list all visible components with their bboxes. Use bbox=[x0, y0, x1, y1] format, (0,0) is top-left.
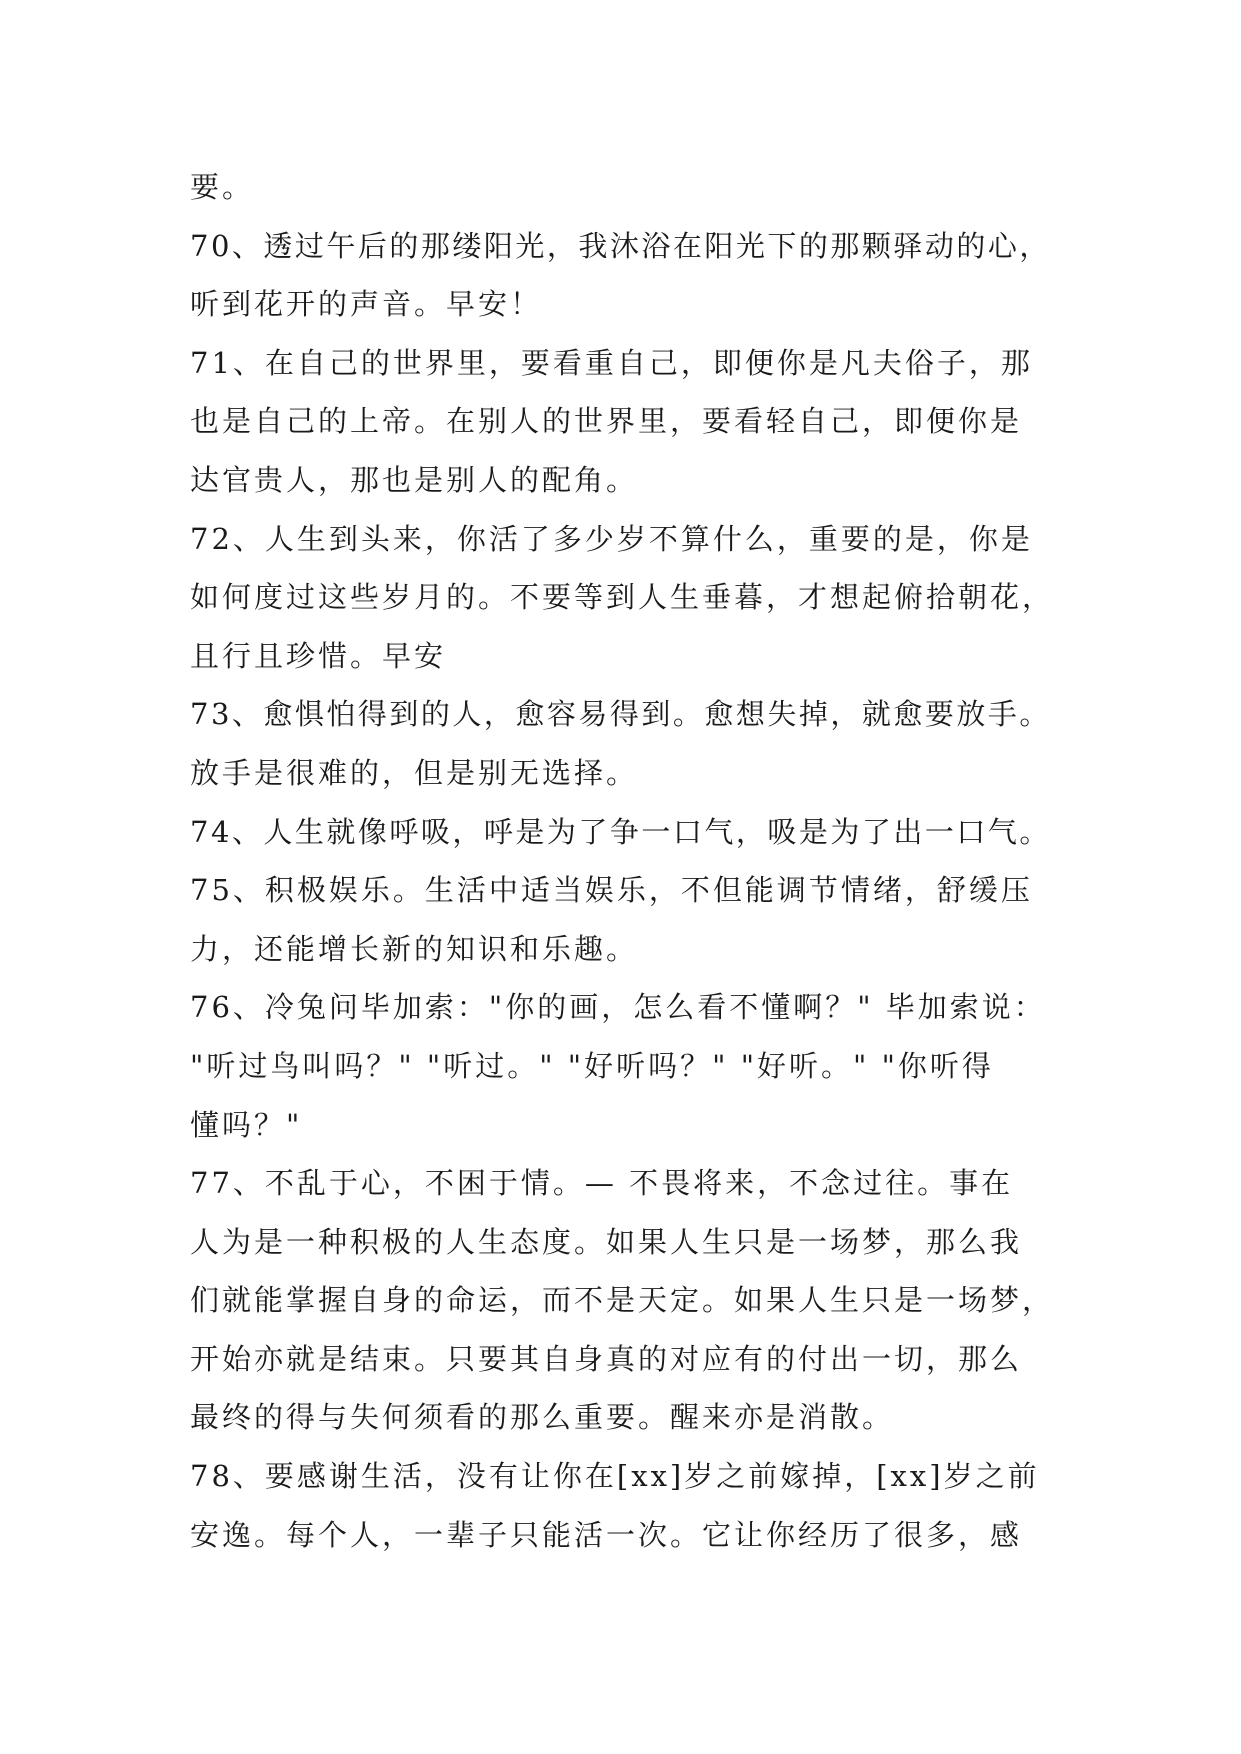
text-line: 们就能掌握自身的命运，而不是天定。如果人生只是一场梦， bbox=[190, 1283, 1055, 1318]
text-line: "听过鸟叫吗？" "听过。" "好听吗？" "好听。" "你听得 bbox=[190, 1048, 994, 1083]
text-line: 安逸。每个人，一辈子只能活一次。它让你经历了很多，感 bbox=[190, 1517, 1023, 1552]
text-line: 也是自己的上帝。在别人的世界里，要看轻自己，即便你是 bbox=[190, 404, 1023, 439]
text-line: 71、在自己的世界里，要看重自己，即便你是凡夫俗子，那 bbox=[190, 345, 1033, 380]
text-line: 76、冷兔问毕加索："你的画，怎么看不懂啊？" 毕加索说： bbox=[190, 990, 1046, 1025]
text-line: 78、要感谢生活，没有让你在[xx]岁之前嫁掉，[xx]岁之前 bbox=[190, 1459, 1040, 1494]
text-line: 最终的得与失何须看的那么重要。醒来亦是消散。 bbox=[190, 1400, 895, 1435]
document-body bbox=[190, 158, 1060, 1564]
text-line: 听到花开的声音。早安！ bbox=[190, 287, 543, 322]
text-line: 74、人生就像呼吸，呼是为了争一口气，吸是为了出一口气。 bbox=[190, 814, 1051, 849]
text-line: 70、透过午后的那缕阳光，我沐浴在阳光下的那颗驿动的心， bbox=[190, 228, 1051, 263]
text-line: 要。 bbox=[190, 170, 255, 204]
text-line: 开始亦就是结束。只要其自身真的对应有的付出一切，那么 bbox=[190, 1341, 1023, 1376]
text-line: 懂吗？" bbox=[190, 1107, 303, 1142]
text-line: 77、不乱于心，不困于情。— 不畏将来，不念过往。事在 bbox=[190, 1166, 1014, 1201]
text-line: 人为是一种积极的人生态度。如果人生只是一场梦，那么我 bbox=[190, 1224, 1023, 1259]
text-line: 73、愈惧怕得到的人，愈容易得到。愈想失掉，就愈要放手。 bbox=[190, 697, 1051, 732]
text-line: 放手是很难的，但是别无选择。 bbox=[190, 755, 639, 790]
text-line: 75、积极娱乐。生活中适当娱乐，不但能调节情绪，舒缓压 bbox=[190, 873, 1033, 908]
text-line: 72、人生到头来，你活了多少岁不算什么，重要的是，你是 bbox=[190, 521, 1033, 556]
text-line: 且行且珍惜。早安 bbox=[190, 638, 447, 673]
text-line: 达官贵人，那也是别人的配角。 bbox=[190, 462, 639, 497]
text-line: 力，还能增长新的知识和乐趣。 bbox=[190, 931, 639, 966]
text-line: 如何度过这些岁月的。不要等到人生垂暮，才想起俯拾朝花， bbox=[190, 580, 1055, 615]
